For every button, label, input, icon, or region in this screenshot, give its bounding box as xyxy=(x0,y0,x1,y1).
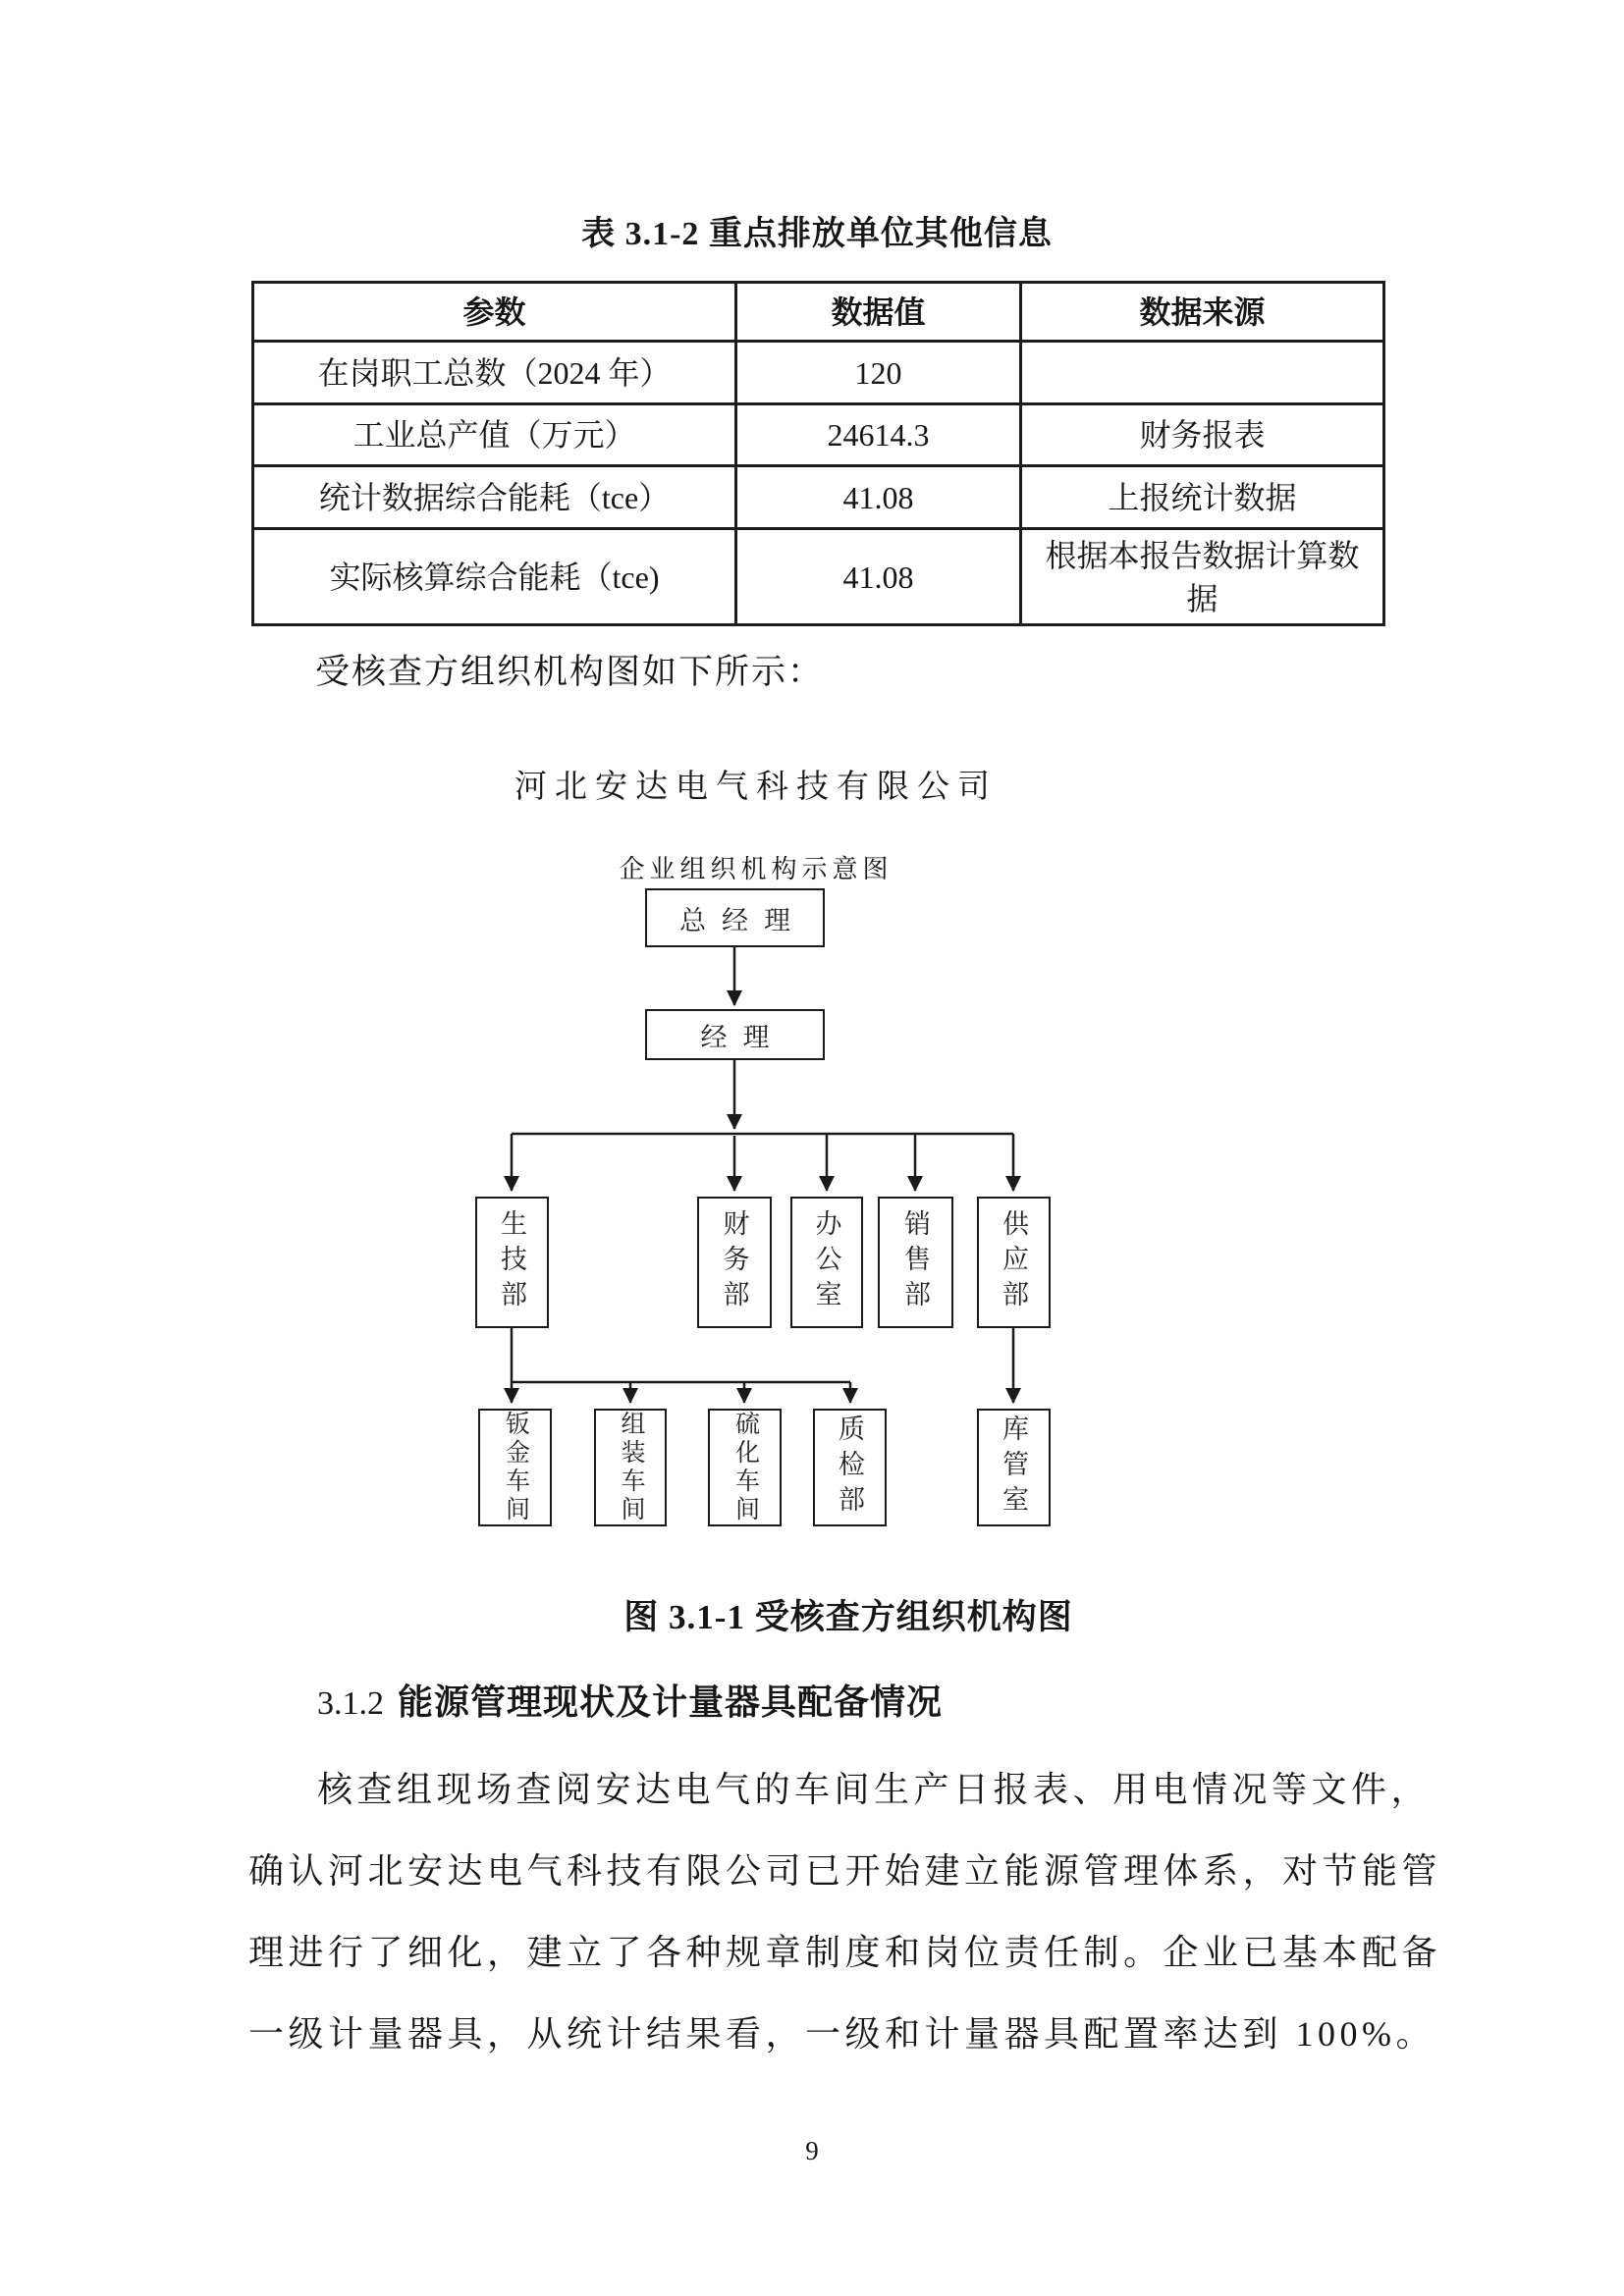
cell-parameter: 统计数据综合能耗（tce） xyxy=(253,466,736,529)
cell-value: 120 xyxy=(736,342,1021,404)
org-box-label: 库管室 xyxy=(999,1415,1028,1521)
cell-source: 根据本报告数据计算数据 xyxy=(1021,529,1384,625)
org-box-label: 质检部 xyxy=(835,1415,864,1521)
org-box-supply xyxy=(977,1197,1051,1328)
table-header-row xyxy=(253,283,1384,342)
header-value: 数据值 xyxy=(736,283,1021,342)
cell-value: 41.08 xyxy=(736,466,1021,529)
org-box-sheet-metal-workshop xyxy=(478,1409,552,1526)
org-chart xyxy=(422,746,1110,1531)
org-box-label: 硫化车间 xyxy=(731,1411,759,1524)
body-paragraph xyxy=(248,1749,1456,2075)
org-box-manager: 经理 xyxy=(645,1009,825,1060)
table-row xyxy=(253,529,1384,625)
org-box-quality-inspection xyxy=(813,1409,887,1526)
org-box-label: 财务部 xyxy=(719,1209,749,1315)
org-box-office xyxy=(790,1197,863,1328)
org-box-label: 供应部 xyxy=(999,1209,1028,1315)
paragraph-line: 一级计量器具，从统计结果看，一级和计量器具配置率达到 100%。 xyxy=(248,2014,1435,2054)
org-box-general-manager: 总经理 xyxy=(645,888,825,947)
section-title: 能源管理现状及计量器具配备情况 xyxy=(398,1682,944,1722)
org-box-label: 组装车间 xyxy=(618,1411,644,1524)
info-table xyxy=(251,281,1385,626)
cell-parameter: 实际核算综合能耗（tce) xyxy=(253,529,736,625)
cell-value: 41.08 xyxy=(736,529,1021,625)
chart-subtitle: 企业组织机构示意图 xyxy=(619,855,893,883)
org-box-label: 钣金车间 xyxy=(502,1411,529,1524)
table-row xyxy=(253,466,1384,529)
org-box-label: 办公室 xyxy=(811,1209,841,1315)
page-number: 9 xyxy=(805,2136,819,2165)
header-source: 数据来源 xyxy=(1021,283,1384,342)
org-box-assembly-workshop xyxy=(594,1409,667,1526)
cell-source xyxy=(1021,342,1384,404)
table-title: 表 3.1-2 重点排放单位其他信息 xyxy=(581,216,1053,252)
section-heading xyxy=(248,1675,1466,1725)
paragraph-line: 核查组现场查阅安达电气的车间生产日报表、用电情况等文件， xyxy=(317,1770,1432,1809)
figure-caption: 图 3.1-1 受核查方组织机构图 xyxy=(623,1598,1073,1636)
company-name: 河北安达电气科技有限公司 xyxy=(514,770,998,805)
cell-source: 上报统计数据 xyxy=(1021,466,1384,529)
org-box-vulcanization-workshop xyxy=(708,1409,782,1526)
org-box-label: 销售部 xyxy=(900,1209,930,1315)
paragraph-line: 确认河北安达电气科技有限公司已开始建立能源管理体系，对节能管 xyxy=(248,1851,1442,1891)
header-parameter: 参数 xyxy=(253,283,736,342)
cell-parameter: 工业总产值（万元） xyxy=(253,404,736,466)
cell-value: 24614.3 xyxy=(736,404,1021,466)
org-box-finance xyxy=(697,1197,772,1328)
cell-source: 财务报表 xyxy=(1021,404,1384,466)
org-box-warehouse xyxy=(977,1409,1051,1526)
org-box-sales xyxy=(878,1197,953,1328)
org-box-production-tech xyxy=(475,1197,549,1328)
cell-parameter: 在岗职工总数（2024 年） xyxy=(253,342,736,404)
table-row xyxy=(253,342,1384,404)
intro-text: 受核查方组织机构图如下所示： xyxy=(315,653,825,691)
org-box-label: 生技部 xyxy=(497,1209,526,1315)
table-row xyxy=(253,404,1384,466)
paragraph-line: 理进行了细化，建立了各种规章制度和岗位责任制。企业已基本配备 xyxy=(248,1933,1442,1972)
section-number: 3.1.2 xyxy=(317,1685,384,1722)
